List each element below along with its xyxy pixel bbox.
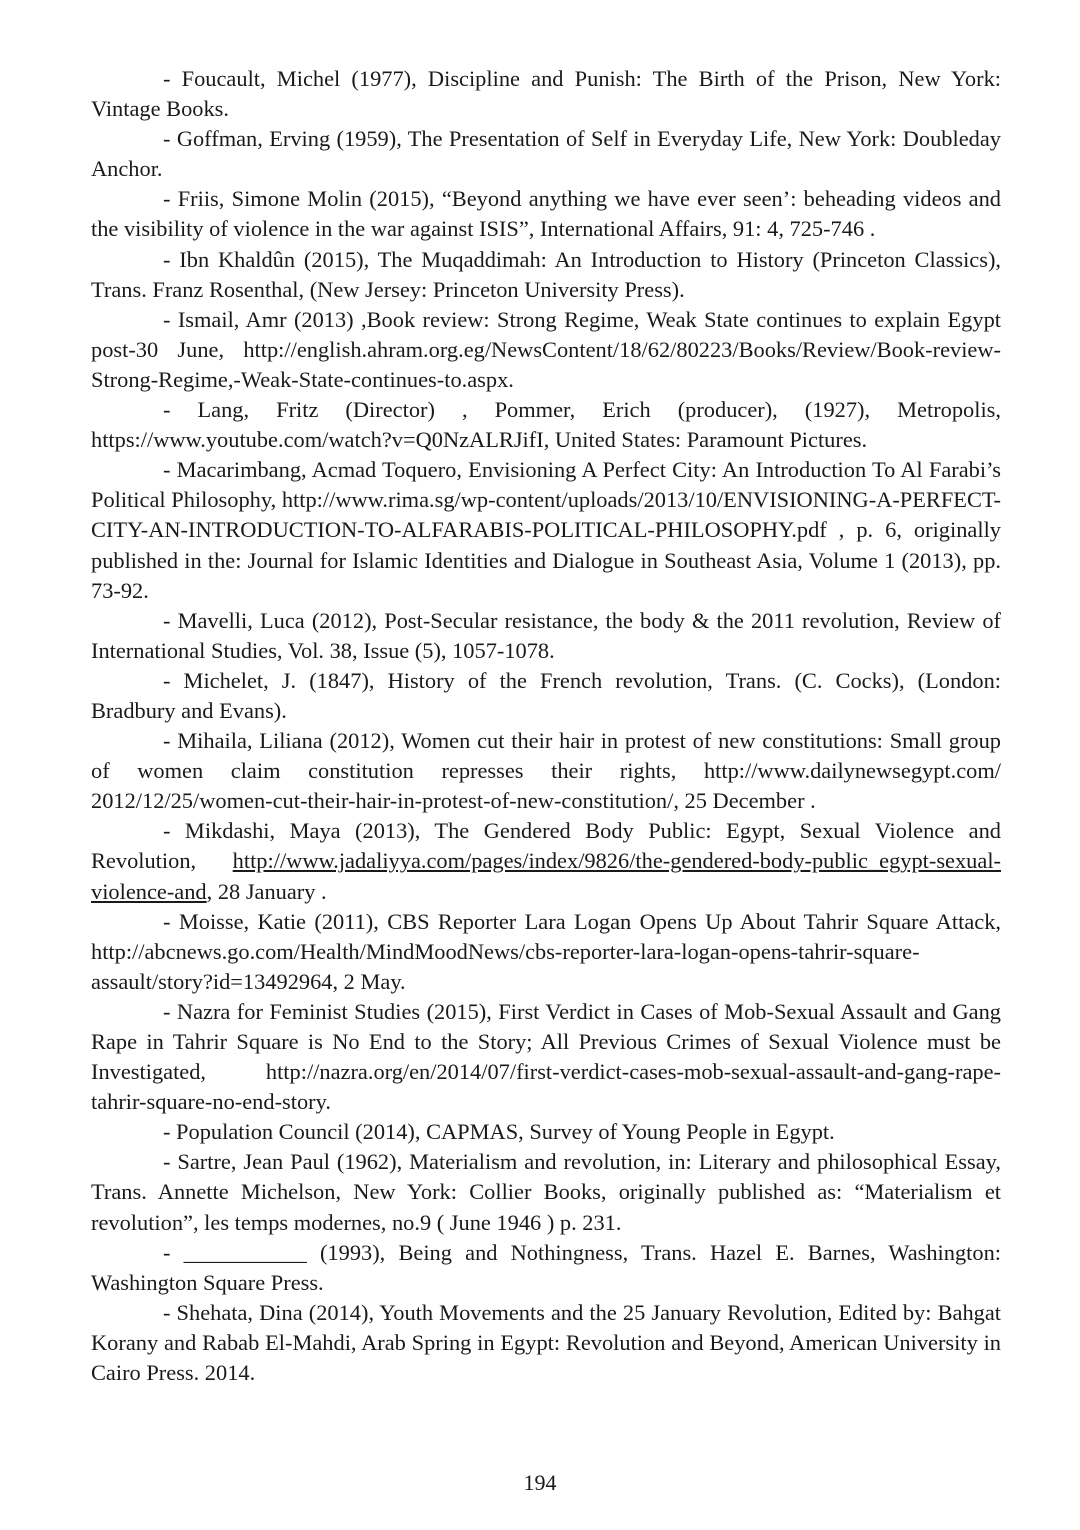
page-number: 194 — [523, 1470, 557, 1495]
reference-macarimbang: - Macarimbang, Acmad Toquero, Envisioning A Perfect City: An Introduction To Al Farabi’s Political Philosophy, http://www.rima.sg/wp-content/uploads/2013/10/ENVISIONING-A-PERFECT-CITY-AN-INTRODUCTION-TO-ALFARABIS-POLITICAL-PHILOSOPHY.pdf , p. 6, originally published in the: Journal for Islamic Identities and Dialogue in Southeast Asia, Volume 1 (2013), pp. 73-92. — [91, 457, 1001, 603]
bibliography — [91, 64, 1001, 1388]
reference-goffman: - Goffman, Erving (1959), The Presentation of Self in Everyday Life, New York: Doubleday Anchor. — [91, 126, 1001, 182]
reference-shehata: - Shehata, Dina (2014), Youth Movements and the 25 January Revolution, Edited by: Bahgat Korany and Rabab El-Mahdi, Arab Spring in Egypt: Revolution and Beyond, American University in Cairo Press. 2014. — [91, 1299, 1001, 1386]
reference-mavelli: - Mavelli, Luca (2012), Post-Secular resistance, the body & the 2011 revolution, Review of International Studies, Vol. 38, Issue (5), 1057-1078. — [91, 607, 1001, 663]
reference-michelet: - Michelet, J. (1847), History of the French revolution, Trans. (C. Cocks), (London: Bradbury and Evans). — [91, 667, 1001, 723]
jadaliyya-link[interactable]: http://www.jadaliyya.com/pages/index/9826/the-gendered-body-public_egypt-sexual-violence-and — [91, 848, 1001, 904]
reference-sartre-1993: - ___________ (1993), Being and Nothingness, Trans. Hazel E. Barnes, Washington: Washington Square Press. — [91, 1239, 1001, 1295]
reference-mihaila: - Mihaila, Liliana (2012), Women cut their hair in protest of new constitutions: Small group of women claim constitution represses their rights, http://www.dailynewsegypt.com/ 2012/12/25/women-cut-their-hair-in-protest-of-new-constitution/, 25 December . — [91, 728, 1001, 814]
reference-ibn-khaldun: - Ibn Khaldûn (2015), The Muqaddimah: An Introduction to History (Princeton Classics), Trans. Franz Rosenthal, (New Jersey: Princeton University Press). — [91, 246, 1001, 302]
reference-mikdashi-date: , 28 January . — [206, 878, 327, 904]
reference-mikdashi — [91, 816, 1001, 906]
reference-ismail: - Ismail, Amr (2013) ,Book review: Strong Regime, Weak State continues to explain Egypt post-30 June, http://english.ahram.org.eg/NewsContent/18/62/80223/Books/Review/Book-review-Strong-Regime,-Weak-State-continues-to.aspx. — [91, 306, 1001, 392]
reference-friis: - Friis, Simone Molin (2015), “Beyond anything we have ever seen’: beheading videos and the visibility of violence in the war against ISIS”, International Affairs, 91: 4, 725-746 . — [91, 186, 1001, 242]
reference-mikdashi-text: - Mikdashi, Maya (2013), The Gendered Body Public: Egypt, Sexual Violence and Revolution, — [91, 818, 1001, 874]
reference-population-council: - Population Council (2014), CAPMAS, Survey of Young People in Egypt. — [163, 1119, 835, 1145]
reference-sartre-1962: - Sartre, Jean Paul (1962), Materialism and revolution, in: Literary and philosophical Essay, Trans. Annette Michelson, New York: Collier Books, originally published as: “Materialism et revolution”, les temps modernes, no.9 ( June 1946 ) p. 231. — [91, 1149, 1001, 1235]
reference-moisse: - Moisse, Katie (2011), CBS Reporter Lara Logan Opens Up About Tahrir Square Attack, http://abcnews.go.com/Health/MindMoodNews/cbs-reporter-lara-logan-opens-tahrir-square-assault/story?id=13492964, 2 May. — [91, 908, 1001, 994]
reference-foucault: - Foucault, Michel (1977), Discipline and Punish: The Birth of the Prison, New York: Vintage Books. — [91, 66, 1001, 122]
reference-lang: - Lang, Fritz (Director) , Pommer, Erich (producer), (1927), Metropolis, https://www.youtube.com/watch?v=Q0NzALRJifI, United States: Paramount Pictures. — [91, 397, 1001, 453]
reference-nazra: - Nazra for Feminist Studies (2015), First Verdict in Cases of Mob-Sexual Assault and Gang Rape in Tahrir Square is No End to the Story; All Previous Crimes of Sexual Violence must be Investigated, http://nazra.org/en/2014/07/first-verdict-cases-mob-sexual-assault-and-gang-rape-tahrir-square-no-end-story. — [91, 998, 1001, 1115]
